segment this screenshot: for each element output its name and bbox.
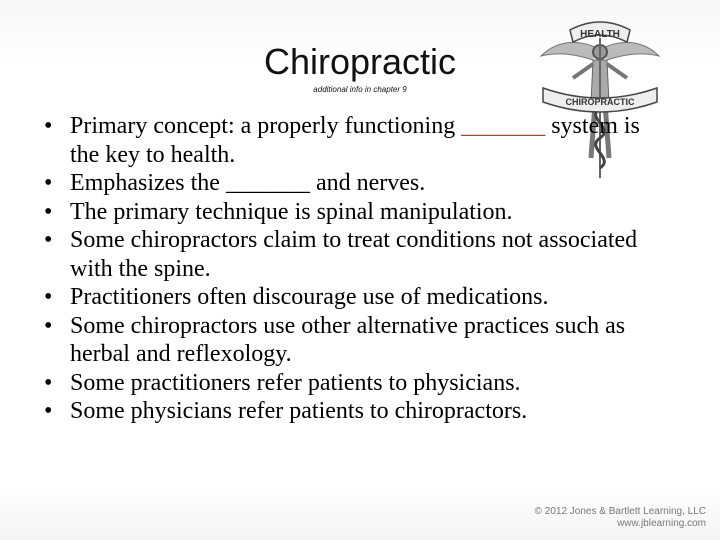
bullet-dot: • bbox=[44, 398, 53, 424]
copyright-notice bbox=[535, 506, 706, 530]
copyright-line: © 2012 Jones & Bartlett Learning, LLC bbox=[534, 506, 706, 517]
bullet-dot: • bbox=[44, 113, 53, 139]
bullet-item bbox=[44, 198, 664, 227]
bullet-item bbox=[44, 112, 664, 169]
bullet-dot: • bbox=[44, 227, 53, 253]
bullet-text: Some chiropractors claim to treat conditions not associated with the spine. bbox=[70, 227, 638, 282]
bullet-dot: • bbox=[44, 170, 53, 196]
bullet-text: Some chiropractors use other alternative practices such as herbal and reflexology. bbox=[70, 312, 626, 367]
bullet-text: Practitioners often discourage use of medications. bbox=[70, 284, 549, 310]
bullet-item bbox=[44, 312, 664, 369]
fill-in-blank: _______ bbox=[225, 170, 310, 196]
bullet-dot: • bbox=[44, 284, 53, 310]
bullet-text: Some practitioners refer patients to physicians. bbox=[70, 369, 521, 396]
bullet-dot: • bbox=[44, 312, 53, 339]
bullet-item bbox=[44, 283, 664, 312]
bullet-text-before: Primary concept: a properly functioning bbox=[70, 113, 462, 139]
bullet-text-after: system is the key to health. bbox=[70, 113, 640, 168]
bullet-item bbox=[44, 226, 664, 283]
bullet-text: The primary technique is spinal manipulation. bbox=[70, 198, 513, 225]
bullet-dot: • bbox=[44, 369, 53, 396]
bullet-list bbox=[44, 112, 664, 426]
logo-banner-bottom-text: CHIROPRACTIC bbox=[565, 97, 635, 107]
logo-banner-top-text: HEALTH bbox=[580, 29, 620, 40]
bullet-text: Some physicians refer patients to chiropractors. bbox=[70, 398, 528, 424]
logo-banner-top bbox=[570, 22, 630, 42]
publisher-url: www.jblearning.com bbox=[617, 518, 706, 529]
slide-subtitle: additional info in chapter 9 bbox=[313, 85, 407, 94]
fill-in-blank: _______ bbox=[461, 113, 546, 139]
slide-title: Chiropractic bbox=[263, 41, 457, 82]
bullet-item bbox=[44, 169, 664, 198]
bullet-item bbox=[44, 369, 664, 398]
bullet-dot: • bbox=[44, 198, 53, 225]
bullet-item bbox=[44, 397, 664, 426]
bullet-text-after: and nerves. bbox=[309, 170, 426, 196]
bullet-text-before: Emphasizes the bbox=[70, 170, 226, 196]
